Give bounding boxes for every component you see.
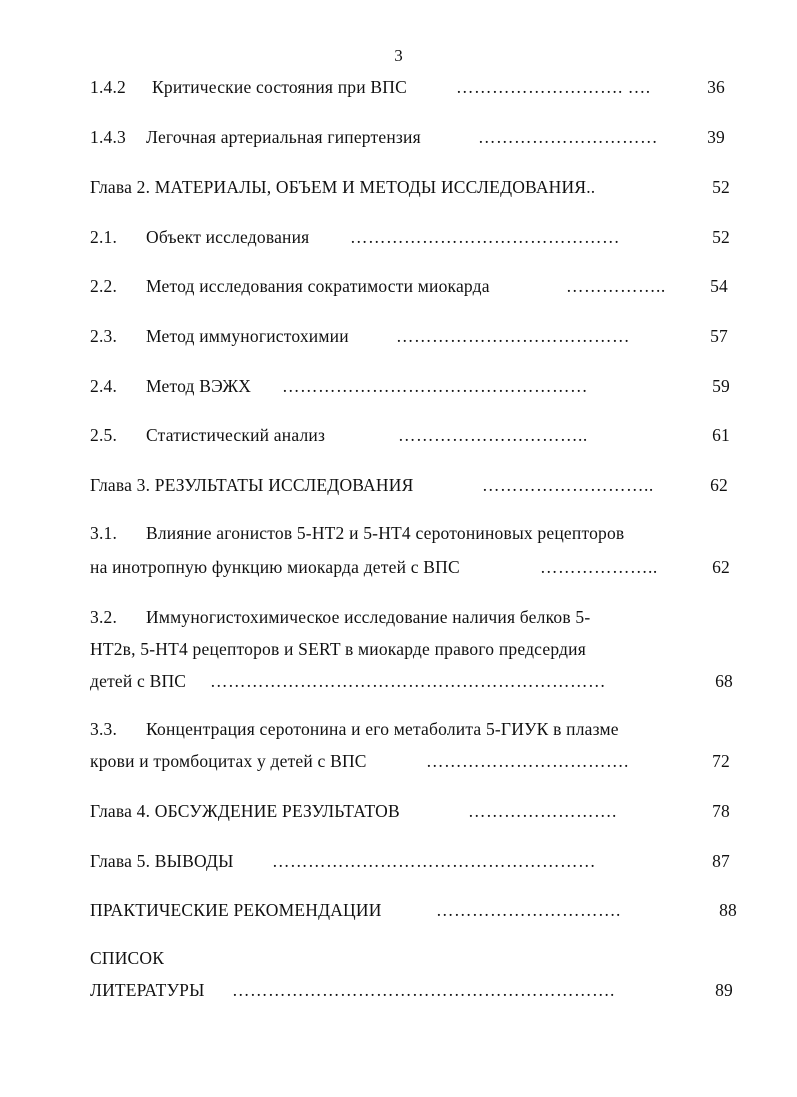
toc-entry-2-2 [90, 275, 735, 297]
page-ref: 89 [715, 980, 733, 1000]
dot-leader: ………………………… [478, 127, 658, 147]
page-ref: 59 [712, 376, 730, 396]
page-ref: 87 [712, 851, 730, 871]
section-title: Критические состояния при ВПС [152, 77, 407, 97]
section-number: 1.4.3 [90, 127, 126, 147]
section-title-continuation: на инотропную функцию миокарда детей с ВПС [90, 557, 460, 577]
section-title-continuation: крови и тромбоцитах у детей с ВПС [90, 751, 367, 771]
toc-entry-3-2-cont-1 [90, 638, 735, 660]
page-ref: 88 [719, 900, 737, 920]
toc-entry-recommendations [90, 899, 735, 921]
dot-leader: ………………………………………………………. [232, 980, 615, 1000]
page-ref: 57 [710, 326, 728, 346]
section-number: 3.3. [90, 719, 118, 739]
dot-leader: ………………………………………………………… [210, 671, 606, 691]
section-title: Объект исследования [146, 227, 310, 247]
section-number: 2.4. [90, 376, 118, 396]
dot-leader: …………………………………………… [282, 376, 588, 396]
page-ref: 78 [712, 801, 730, 821]
section-title: Влияние агонистов 5-НТ2 и 5-НТ4 серотониновых рецепторов [146, 523, 625, 543]
section-title: Легочная артериальная гипертензия [146, 127, 421, 147]
dot-leader: ………………………. …. [456, 77, 651, 97]
toc-entry-3-3-cont [90, 750, 735, 772]
dot-leader: ……………………………. [426, 751, 629, 771]
dot-leader: ……………………….. [482, 475, 654, 495]
toc-entry-chapter-5 [90, 850, 735, 872]
toc-entry-2-4 [90, 375, 735, 397]
section-title-continuation: НТ2в, 5-НТ4 рецепторов и SERT в миокарде правого предсердия [90, 639, 586, 659]
chapter-title: Глава 5. ВЫВОДЫ [90, 851, 234, 871]
page-ref: 52 [712, 177, 730, 197]
section-title: Метод ВЭЖХ [146, 376, 252, 396]
section-title: Концентрация серотонина и его метаболита 5-ГИУК в плазме [146, 719, 619, 739]
dot-leader: …………….. [566, 276, 666, 296]
section-title: Метод иммуногистохимии [146, 326, 349, 346]
page-number: 3 [394, 46, 403, 65]
toc-entry-2-5 [90, 424, 735, 446]
dot-leader: …………………………. [436, 900, 621, 920]
chapter-title: СПИСОК [90, 948, 165, 968]
chapter-title: Глава 3. РЕЗУЛЬТАТЫ ИССЛЕДОВАНИЯ [90, 475, 414, 495]
section-title: Метод исследования сократимости миокарда [146, 276, 490, 296]
dot-leader: ……………………. [468, 801, 617, 821]
toc-entry-chapter-2 [90, 176, 735, 198]
section-title: Статистический анализ [146, 425, 326, 445]
section-number: 2.5. [90, 425, 118, 445]
dot-leader: ……………………………………………… [272, 851, 596, 871]
dot-leader: ……………….. [540, 557, 658, 577]
page-ref: 72 [712, 751, 730, 771]
toc-entry-3-2 [90, 606, 735, 628]
section-title-continuation: детей с ВПС [90, 671, 187, 691]
page-ref: 52 [712, 227, 730, 247]
section-number: 2.2. [90, 276, 118, 296]
toc-entry-chapter-4 [90, 800, 735, 822]
section-number: 3.1. [90, 523, 118, 543]
page-ref: 61 [712, 425, 730, 445]
toc-entry-2-3 [90, 325, 735, 347]
chapter-title: Глава 2. МАТЕРИАЛЫ, ОБЪЕМ И МЕТОДЫ ИССЛЕДОВАНИЯ.. [90, 177, 596, 197]
page-ref: 54 [710, 276, 728, 296]
section-number: 2.3. [90, 326, 118, 346]
toc-entry-chapter-3 [90, 474, 735, 496]
section-number: 3.2. [90, 607, 118, 627]
dot-leader: ……………………………………… [350, 227, 620, 247]
toc-entry-1-4-3 [90, 126, 735, 148]
section-number: 1.4.2 [90, 77, 126, 97]
toc-entry-3-3 [90, 718, 735, 740]
section-number: 2.1. [90, 227, 118, 247]
toc-entry-3-2-cont-2 [90, 670, 735, 692]
toc-entry-3-1-cont [90, 556, 735, 578]
toc-entry-3-1 [90, 522, 735, 544]
toc-entry-references [90, 947, 735, 969]
page-ref: 36 [707, 77, 725, 97]
page-ref: 39 [707, 127, 725, 147]
toc-entry-2-1 [90, 226, 735, 248]
chapter-title: ПРАКТИЧЕСКИЕ РЕКОМЕНДАЦИИ [90, 900, 382, 920]
dot-leader: ………………………………… [396, 326, 630, 346]
dot-leader: ………………………….. [398, 425, 588, 445]
section-title: Иммуногистохимическое исследование наличия белков 5- [146, 607, 591, 627]
chapter-title-continuation: ЛИТЕРАТУРЫ [90, 980, 205, 1000]
chapter-title: Глава 4. ОБСУЖДЕНИЕ РЕЗУЛЬТАТОВ [90, 801, 400, 821]
toc-entry-1-4-2 [90, 76, 735, 98]
page-ref: 62 [712, 557, 730, 577]
toc-entry-references-cont [90, 979, 735, 1001]
page-ref: 62 [710, 475, 728, 495]
page-ref: 68 [715, 671, 733, 691]
